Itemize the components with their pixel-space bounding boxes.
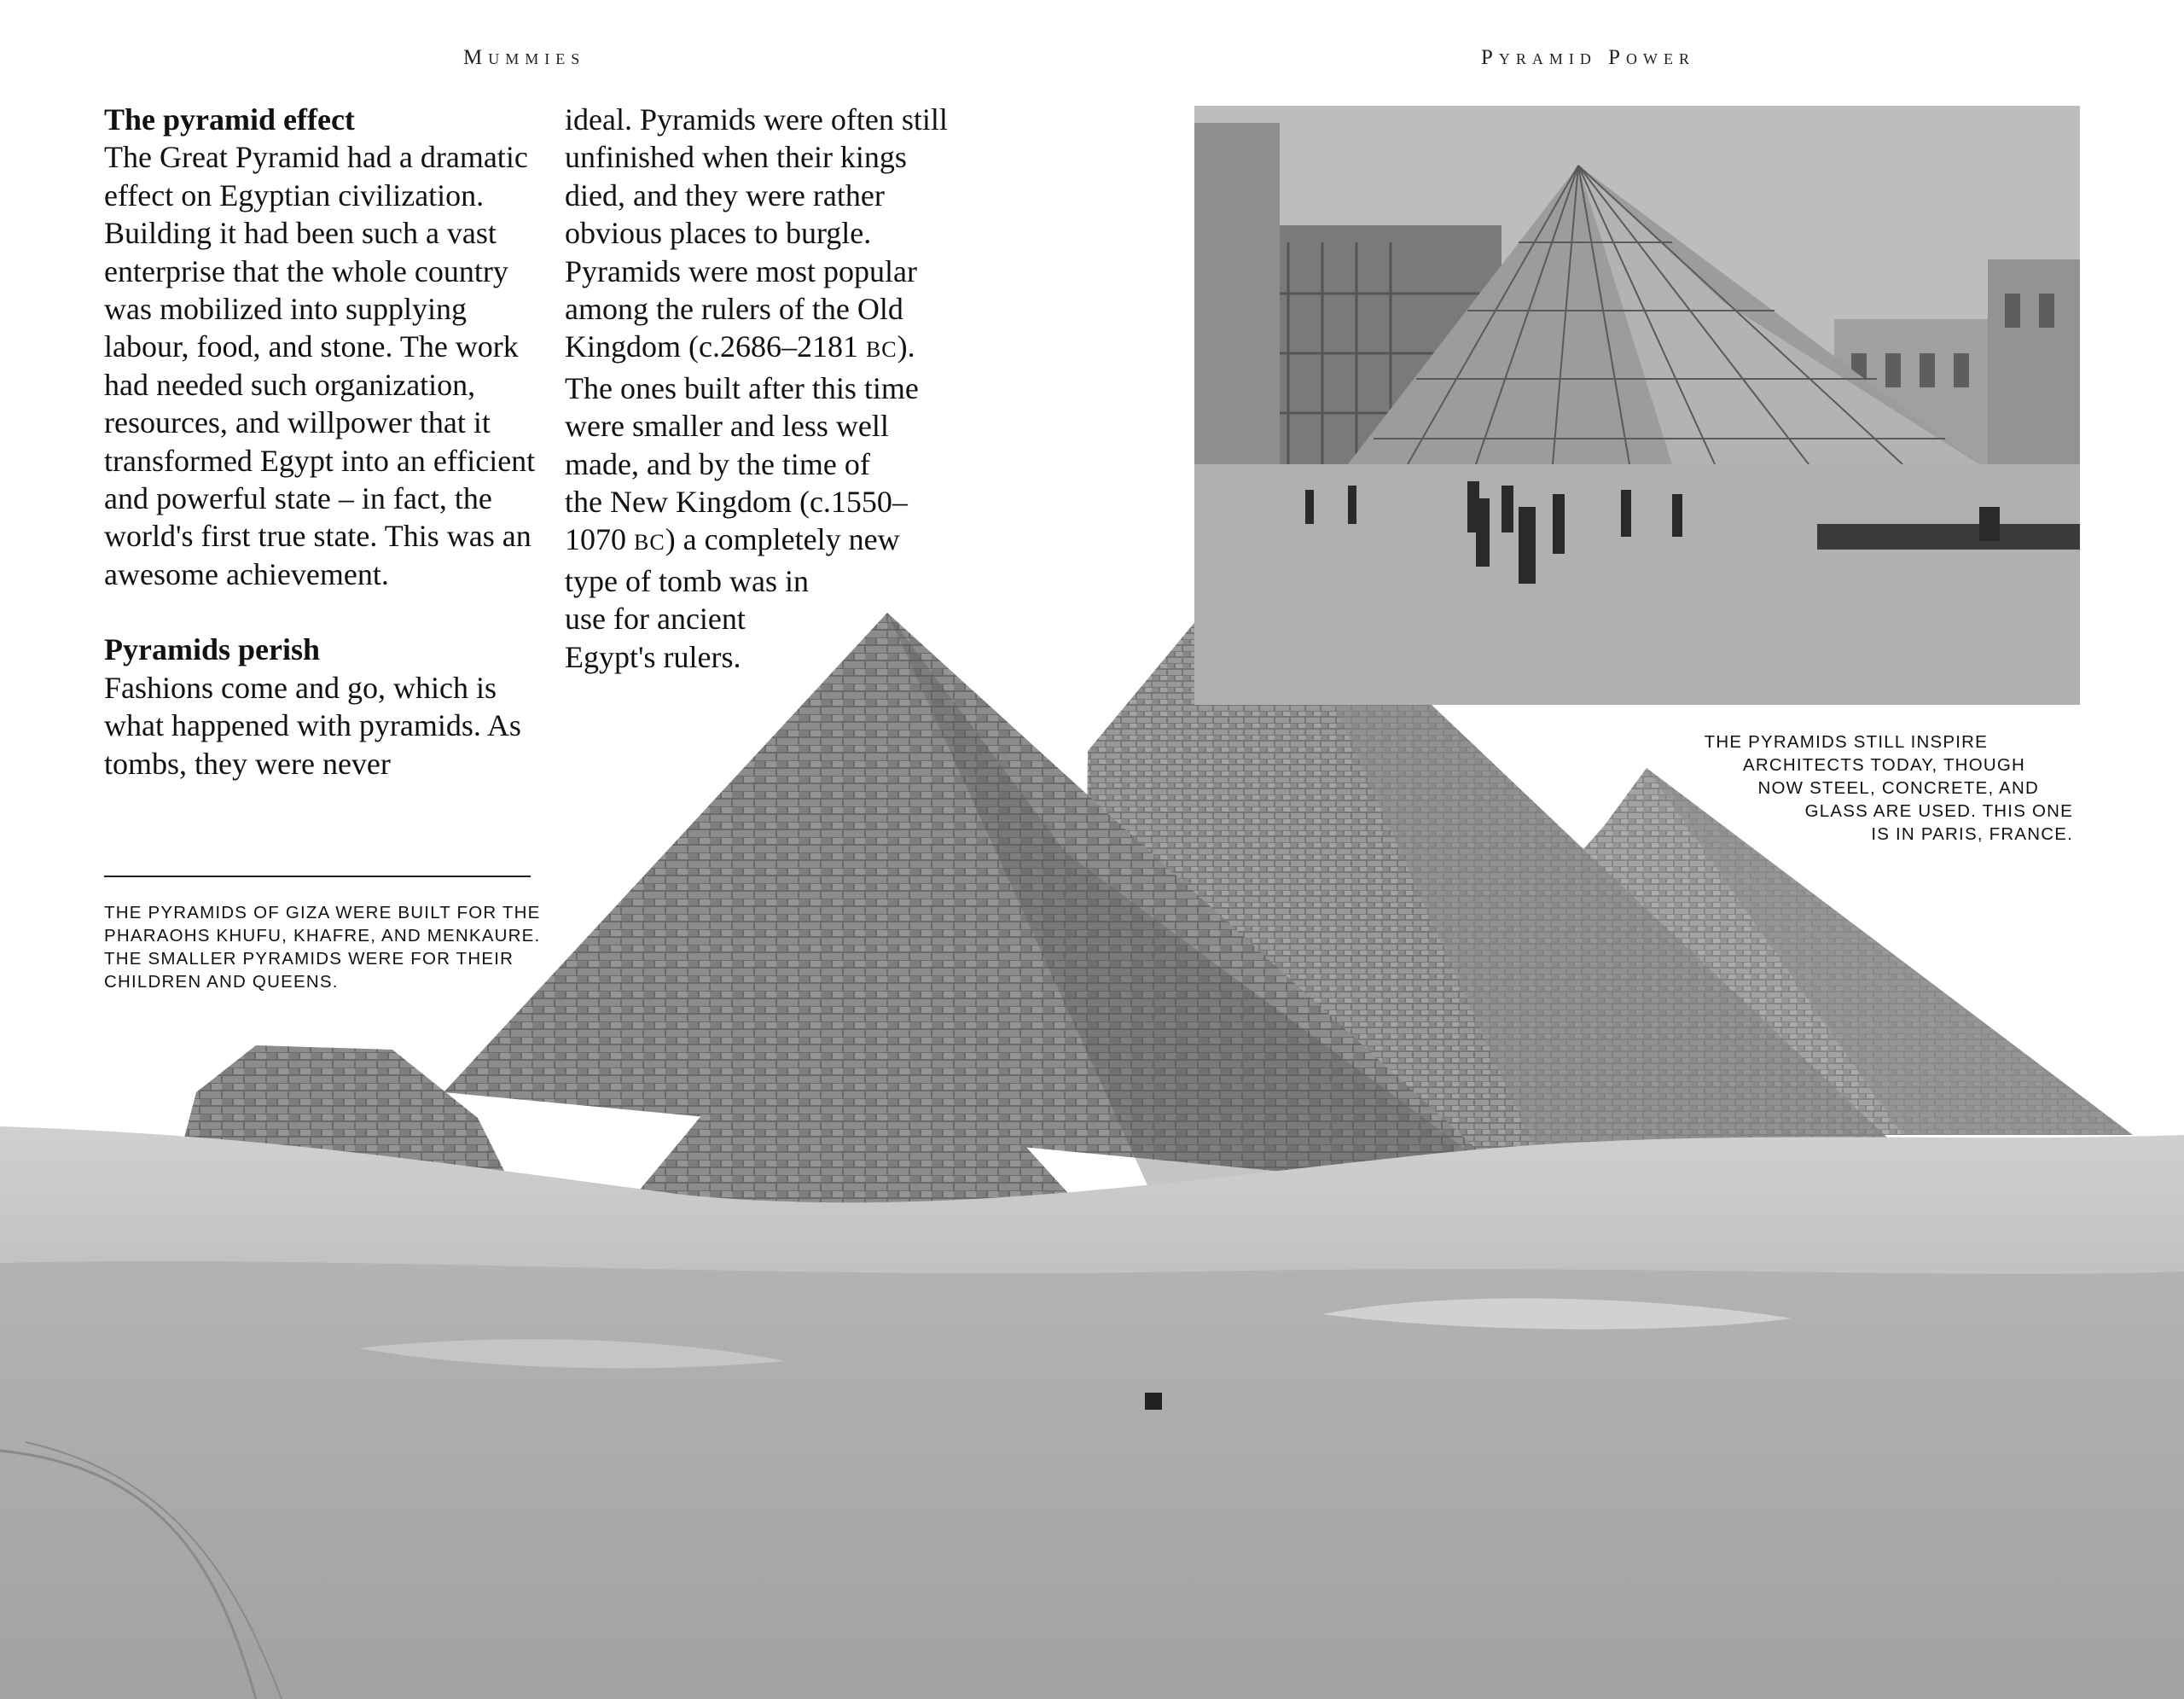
caption-louvre-line: GLASS ARE USED. THIS ONE (1804, 801, 2073, 821)
col2-line: Pyramids were most popular (565, 253, 917, 288)
col2-line: the New Kingdom (c.1550– (565, 485, 908, 520)
caption-louvre-line: NOW STEEL, CONCRETE, AND (1757, 778, 2039, 798)
col2-line: unfinished when their kings (565, 140, 907, 175)
heading-pyramids-perish: Pyramids perish (104, 632, 321, 667)
paragraph-pyramids-perish: Fashions come and go, which is what happened with pyramids. As tombs, they were never (104, 670, 521, 781)
running-head-right: Pyramid Power (1481, 46, 1696, 69)
caption-louvre (1621, 730, 2073, 846)
col2-line: Egypt's rulers. (565, 639, 741, 674)
col2-line-kingdom: Kingdom (c.2686–2181 BC). (565, 329, 915, 364)
col2-line: The ones built after this time (565, 370, 919, 405)
paragraph-pyramid-effect: The Great Pyramid had a dramatic effect on Egyptian civilization. Building it had been such a vast enterprise that the whole country was mobilized into supplying labour, food, and stone. The work had needed such organization, resources, and willpower that it transformed Egypt into an efficient and powerful state – in fact, the world's first true state. This was an awesome achievement. (104, 140, 536, 591)
col2-line-new-kingdom: 1070 BC) a completely new (565, 522, 900, 557)
caption-rule (104, 876, 531, 877)
text-column-1 (104, 101, 539, 783)
caption-giza: THE PYRAMIDS OF GIZA WERE BUILT FOR THE PHARAOHS KHUFU, KHAFRE, AND MENKAURE. THE SMALLER PYRAMIDS WERE FOR THEIR CHILDREN AND QUEENS. (104, 903, 541, 992)
col2-line: type of tomb was in (565, 563, 809, 598)
col2-line: were smaller and less well (565, 409, 889, 444)
running-head-left: Mummies (463, 46, 586, 69)
louvre-pyramid-photo (1194, 106, 2080, 705)
col2-line: obvious places to burgle. (565, 216, 872, 251)
col2-line: made, and by the time of (565, 446, 870, 481)
caption-louvre-line: THE PYRAMIDS STILL INSPIRE (1704, 732, 1988, 752)
text-column-2 (565, 101, 1008, 676)
caption-louvre-line: IS IN PARIS, FRANCE. (1871, 824, 2073, 844)
heading-pyramid-effect: The pyramid effect (104, 102, 355, 137)
caption-louvre-line: ARCHITECTS TODAY, THOUGH (1742, 755, 2025, 775)
col2-line: use for ancient (565, 602, 746, 637)
col2-line: among the rulers of the Old (565, 292, 903, 327)
col2-line: died, and they were rather (565, 177, 885, 212)
col2-line: ideal. Pyramids were often still (565, 102, 948, 137)
